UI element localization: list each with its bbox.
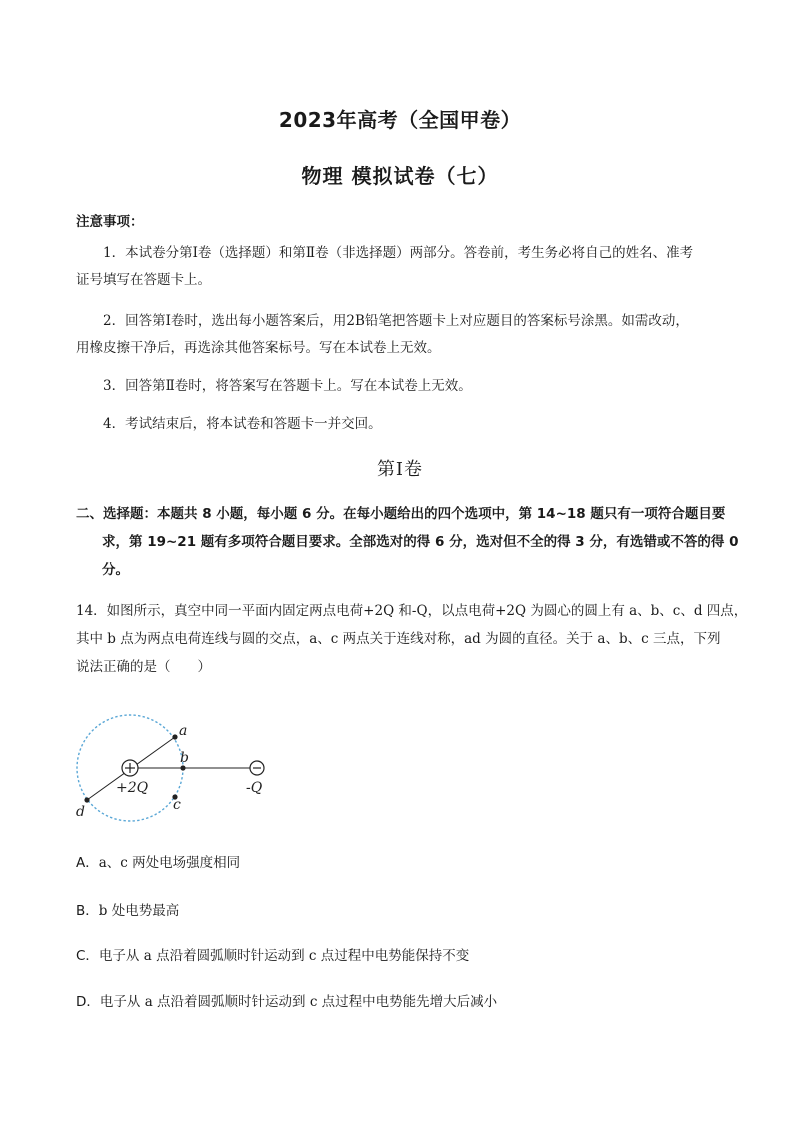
option-a-text: a、c 两处电场强度相同 bbox=[98, 855, 241, 871]
option-b-label: B． bbox=[76, 903, 99, 919]
notice-item-4 bbox=[76, 411, 736, 438]
notice-item-2-line2: 用橡皮擦干净后，再选涂其他答案标号。写在本试卷上无效。 bbox=[76, 340, 441, 356]
notice-item-4-line1: 4．考试结束后，将本试卷和答题卡一并交回。 bbox=[103, 416, 382, 432]
question-14-stem bbox=[76, 597, 748, 681]
section-line-1: 二、选择题：本题共 8 小题，每小题 6 分。在每小题给出的四个选项中，第 14~18 题只有一项符合题目要 bbox=[76, 506, 726, 522]
option-b-text: b 处电势最高 bbox=[98, 903, 180, 919]
notice-item-2 bbox=[76, 308, 736, 362]
notice-item-1-line1: 1．本试卷分第Ⅰ卷（选择题）和第Ⅱ卷（非选择题）两部分。答卷前，考生务必将自己的姓名、准考 bbox=[103, 245, 694, 261]
label-positive-charge: +2Q bbox=[116, 780, 149, 796]
label-a: a bbox=[179, 723, 188, 739]
notice-item-1 bbox=[76, 240, 736, 294]
notice-item-3 bbox=[76, 373, 736, 400]
option-d-text: 电子从 a 点沿着圆弧顺时针运动到 c 点过程中电势能先增大后减小 bbox=[99, 994, 498, 1010]
option-c[interactable] bbox=[76, 944, 469, 964]
section-line-3: 分。 bbox=[102, 562, 129, 578]
volume-title: 第Ⅰ卷 bbox=[376, 459, 424, 480]
point-b-dot bbox=[180, 765, 185, 770]
section-instructions bbox=[76, 500, 738, 584]
option-b[interactable] bbox=[76, 899, 179, 919]
point-d-dot bbox=[84, 797, 89, 802]
label-b: b bbox=[180, 750, 189, 766]
point-a-dot bbox=[172, 734, 177, 739]
option-a[interactable] bbox=[76, 851, 240, 871]
option-c-label: C． bbox=[76, 948, 99, 964]
option-d[interactable] bbox=[76, 990, 497, 1010]
option-c-text: 电子从 a 点沿着圆弧顺时针运动到 c 点过程中电势能保持不变 bbox=[98, 948, 470, 964]
question-line-3: 说法正确的是（ ） bbox=[76, 659, 211, 675]
label-d: d bbox=[76, 804, 85, 820]
exam-title: 2023年高考（全国甲卷） bbox=[278, 108, 522, 132]
label-c: c bbox=[173, 797, 181, 813]
exam-subtitle: 物理 模拟试卷（七） bbox=[301, 164, 499, 188]
option-d-label: D． bbox=[76, 994, 100, 1010]
label-negative-charge: -Q bbox=[246, 780, 263, 796]
option-a-label: A． bbox=[76, 855, 99, 871]
question-line-2: 其中 b 点为两点电荷连线与圆的交点，a、c 两点关于连线对称，ad 为圆的直径。关于 a、b、c 三点，下列 bbox=[76, 631, 721, 647]
charge-circle-figure bbox=[60, 705, 300, 835]
notice-item-3-line1: 3．回答第Ⅱ卷时，将答案写在答题卡上。写在本试卷上无效。 bbox=[103, 378, 472, 394]
notice-heading: 注意事项： bbox=[76, 214, 144, 230]
notice-item-2-line1: 2．回答第Ⅰ卷时，选出每小题答案后，用2B铅笔把答题卡上对应题目的答案标号涂黑。如需改动， bbox=[103, 313, 689, 329]
question-line-1: 14．如图所示，真空中同一平面内固定两点电荷+2Q 和-Q，以点电荷+2Q 为圆心的圆上有 a、b、c、d 四点， bbox=[76, 603, 748, 619]
section-line-2: 求，第 19~21 题有多项符合题目要求。全部选对的得 6 分，选对但不全的得 3 分，有选错或不答的得 0 bbox=[102, 534, 739, 550]
notice-item-1-line2: 证号填写在答题卡上。 bbox=[76, 272, 211, 288]
